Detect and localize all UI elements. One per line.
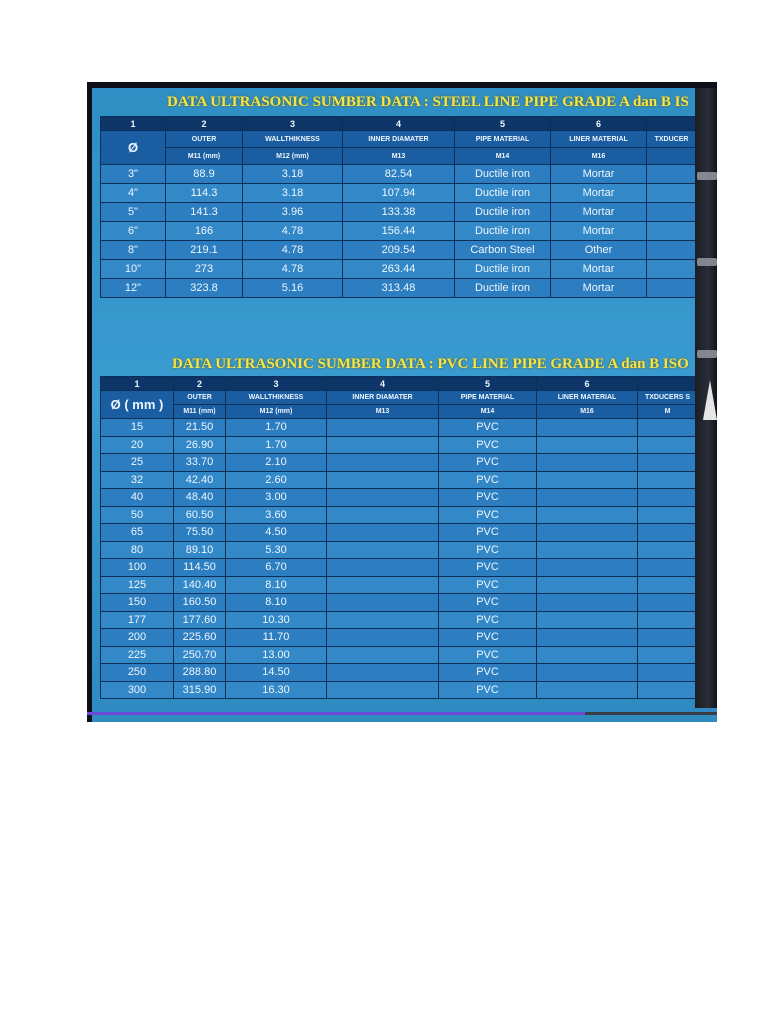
table-cell: 209.54 (343, 241, 455, 260)
table-cell: 75.50 (174, 524, 226, 542)
table-cell: PVC (439, 471, 537, 489)
table-row (101, 419, 698, 437)
table-cell: 16.30 (226, 681, 327, 699)
table-cell: PVC (439, 681, 537, 699)
table-cell (537, 681, 638, 699)
table-cell: 125 (101, 576, 174, 594)
table-cell (638, 436, 698, 454)
table-cell: PVC (439, 489, 537, 507)
table-cell (647, 165, 697, 184)
table-cell (537, 524, 638, 542)
table-row (101, 559, 698, 577)
table-cell: 166 (166, 222, 243, 241)
table-cell: PVC (439, 559, 537, 577)
column-header: TXDUCER (647, 131, 697, 148)
table-cell: 3.18 (243, 184, 343, 203)
table-cell (638, 594, 698, 612)
table-cell: PVC (439, 646, 537, 664)
table-cell (638, 646, 698, 664)
table-cell: Mortar (551, 203, 647, 222)
column-unit: M13 (343, 148, 455, 165)
table-cell: 80 (101, 541, 174, 559)
table-cell (327, 541, 439, 559)
table-cell: 4.78 (243, 222, 343, 241)
column-header: OUTER (174, 391, 226, 405)
table-cell: 114.3 (166, 184, 243, 203)
table-cell (327, 559, 439, 577)
table-cell: 250.70 (174, 646, 226, 664)
table-cell: 3" (101, 165, 166, 184)
table-cell (327, 471, 439, 489)
table-cell (537, 576, 638, 594)
table-cell (537, 471, 638, 489)
steel-table-title: DATA ULTRASONIC SUMBER DATA : STEEL LINE PIPE GRADE A dan B IS (167, 94, 689, 110)
column-number (647, 117, 697, 131)
pvc-table-title: DATA ULTRASONIC SUMBER DATA : PVC LINE PIPE GRADE A dan B ISO (172, 356, 689, 372)
table-cell (638, 454, 698, 472)
table-row (101, 489, 698, 507)
column-number: 5 (455, 117, 551, 131)
table-cell: 6" (101, 222, 166, 241)
table-cell (537, 646, 638, 664)
table-cell: 8.10 (226, 576, 327, 594)
table-cell: 315.90 (174, 681, 226, 699)
column-header: TXDUCERS S (638, 391, 698, 405)
column-header: WALLTHIKNESS (226, 391, 327, 405)
table-cell: Mortar (551, 260, 647, 279)
column-header: INNER DIAMATER (343, 131, 455, 148)
table-cell (327, 454, 439, 472)
table-cell: 33.70 (174, 454, 226, 472)
table-cell: 1.70 (226, 419, 327, 437)
table-cell: PVC (439, 436, 537, 454)
column-header: INNER DIAMATER (327, 391, 439, 405)
table-cell: 42.40 (174, 471, 226, 489)
column-unit: M14 (455, 148, 551, 165)
header-row (101, 131, 697, 148)
table-row (101, 541, 698, 559)
table-row (101, 646, 698, 664)
table-cell (537, 559, 638, 577)
table-cell: 133.38 (343, 203, 455, 222)
table-row (101, 576, 698, 594)
table-cell (638, 419, 698, 437)
table-cell (647, 222, 697, 241)
table-cell: PVC (439, 629, 537, 647)
table-cell: Ductile iron (455, 260, 551, 279)
table-cell: 3.96 (243, 203, 343, 222)
column-unit (647, 148, 697, 165)
table-cell (537, 454, 638, 472)
table-cell: 4.78 (243, 260, 343, 279)
table-cell: 3.18 (243, 165, 343, 184)
table-cell: 140.40 (174, 576, 226, 594)
table-cell (327, 419, 439, 437)
table-cell: 150 (101, 594, 174, 612)
table-cell (537, 664, 638, 682)
table-row (101, 611, 698, 629)
header-unit-row (101, 148, 697, 165)
table-cell: Ductile iron (455, 203, 551, 222)
table-cell: Carbon Steel (455, 241, 551, 260)
column-unit: M16 (537, 405, 638, 419)
table-cell (327, 681, 439, 699)
table-cell: 4.50 (226, 524, 327, 542)
column-number: 3 (226, 377, 327, 391)
table-cell: Ductile iron (455, 165, 551, 184)
table-cell: PVC (439, 541, 537, 559)
header-unit-row (101, 405, 698, 419)
table-cell (647, 279, 697, 298)
column-number: 5 (439, 377, 537, 391)
table-cell: 60.50 (174, 506, 226, 524)
table-row (101, 184, 697, 203)
column-number: 1 (101, 377, 174, 391)
column-header: Ø (101, 131, 166, 165)
table-cell (647, 241, 697, 260)
column-unit: M12 (mm) (243, 148, 343, 165)
table-cell (638, 471, 698, 489)
table-row (101, 260, 697, 279)
table-cell: 2.10 (226, 454, 327, 472)
steel-pipe-table (100, 116, 697, 298)
column-number: 6 (551, 117, 647, 131)
table-cell: 32 (101, 471, 174, 489)
video-progress-fill (87, 712, 585, 715)
column-number-row (101, 117, 697, 131)
column-number: 6 (537, 377, 638, 391)
table-cell: 5.30 (226, 541, 327, 559)
column-number: 3 (243, 117, 343, 131)
table-cell: 263.44 (343, 260, 455, 279)
column-number: 4 (327, 377, 439, 391)
table-cell: 50 (101, 506, 174, 524)
table-cell (537, 594, 638, 612)
table-cell: 4" (101, 184, 166, 203)
table-cell: 156.44 (343, 222, 455, 241)
table-cell: PVC (439, 454, 537, 472)
table-cell (327, 506, 439, 524)
column-unit: M11 (mm) (174, 405, 226, 419)
table-cell: 88.9 (166, 165, 243, 184)
table-row (101, 471, 698, 489)
pvc-pipe-table (100, 376, 698, 699)
table-cell: Ductile iron (455, 279, 551, 298)
table-cell: PVC (439, 419, 537, 437)
table-cell: 177.60 (174, 611, 226, 629)
table-cell: 288.80 (174, 664, 226, 682)
presentation-slide (92, 88, 717, 722)
table-cell: 5.16 (243, 279, 343, 298)
table-cell: Ductile iron (455, 184, 551, 203)
table-row (101, 279, 697, 298)
table-cell: PVC (439, 611, 537, 629)
column-number: 1 (101, 117, 166, 131)
table-cell (638, 524, 698, 542)
table-cell: 14.50 (226, 664, 327, 682)
table-cell: PVC (439, 524, 537, 542)
presenter-video-strip (695, 88, 717, 708)
table-cell: 2.60 (226, 471, 327, 489)
table-cell (327, 594, 439, 612)
table-cell (647, 184, 697, 203)
table-cell (537, 541, 638, 559)
table-cell (638, 611, 698, 629)
table-row (101, 524, 698, 542)
table-cell: 107.94 (343, 184, 455, 203)
column-number-row (101, 377, 698, 391)
table-cell: Mortar (551, 184, 647, 203)
table-cell: 225 (101, 646, 174, 664)
table-cell (327, 646, 439, 664)
table-cell (638, 664, 698, 682)
table-cell: 8" (101, 241, 166, 260)
table-cell (327, 576, 439, 594)
table-cell: 300 (101, 681, 174, 699)
table-cell (638, 506, 698, 524)
table-cell: 225.60 (174, 629, 226, 647)
table-row (101, 222, 697, 241)
table-cell: 13.00 (226, 646, 327, 664)
table-cell: PVC (439, 594, 537, 612)
column-unit: M (638, 405, 698, 419)
video-progress-bar[interactable] (87, 712, 717, 715)
column-header: OUTER (166, 131, 243, 148)
column-unit: M13 (327, 405, 439, 419)
table-cell: 4.78 (243, 241, 343, 260)
table-cell (537, 436, 638, 454)
table-cell: 141.3 (166, 203, 243, 222)
column-unit: M16 (551, 148, 647, 165)
table-row (101, 203, 697, 222)
table-cell (537, 419, 638, 437)
table-cell: 273 (166, 260, 243, 279)
table-cell (327, 436, 439, 454)
table-cell (537, 611, 638, 629)
column-number (638, 377, 698, 391)
table-cell (327, 664, 439, 682)
table-row (101, 681, 698, 699)
table-row (101, 629, 698, 647)
table-row (101, 664, 698, 682)
column-unit: M14 (439, 405, 537, 419)
table-row (101, 594, 698, 612)
table-cell (638, 681, 698, 699)
table-cell (327, 489, 439, 507)
table-cell: 5" (101, 203, 166, 222)
table-cell: 8.10 (226, 594, 327, 612)
table-cell: 15 (101, 419, 174, 437)
table-cell: PVC (439, 664, 537, 682)
table-row (101, 436, 698, 454)
table-cell (638, 576, 698, 594)
column-header: WALLTHIKNESS (243, 131, 343, 148)
column-number: 2 (174, 377, 226, 391)
table-cell: Mortar (551, 165, 647, 184)
table-cell: 1.70 (226, 436, 327, 454)
table-cell: 25 (101, 454, 174, 472)
table-row (101, 454, 698, 472)
table-cell: 82.54 (343, 165, 455, 184)
table-cell: Other (551, 241, 647, 260)
table-cell: 40 (101, 489, 174, 507)
table-cell (537, 629, 638, 647)
video-frame[interactable] (87, 82, 717, 722)
table-row (101, 165, 697, 184)
table-cell: 200 (101, 629, 174, 647)
table-cell (327, 611, 439, 629)
table-cell: Mortar (551, 222, 647, 241)
column-header: LINER MATERIAL (551, 131, 647, 148)
table-cell: Ductile iron (455, 222, 551, 241)
column-number: 4 (343, 117, 455, 131)
table-cell: 20 (101, 436, 174, 454)
table-row (101, 241, 697, 260)
table-cell (647, 260, 697, 279)
table-cell (638, 489, 698, 507)
table-cell: 21.50 (174, 419, 226, 437)
table-cell (327, 629, 439, 647)
table-cell: 3.00 (226, 489, 327, 507)
table-cell: 100 (101, 559, 174, 577)
table-cell (647, 203, 697, 222)
column-number: 2 (166, 117, 243, 131)
table-cell: 12" (101, 279, 166, 298)
table-cell: PVC (439, 506, 537, 524)
header-row (101, 391, 698, 405)
table-cell: 89.10 (174, 541, 226, 559)
table-cell: 177 (101, 611, 174, 629)
table-cell (327, 524, 439, 542)
table-cell: 323.8 (166, 279, 243, 298)
column-unit: M11 (mm) (166, 148, 243, 165)
column-header: Ø ( mm ) (101, 391, 174, 419)
table-cell: 6.70 (226, 559, 327, 577)
table-cell: Mortar (551, 279, 647, 298)
column-header: LINER MATERIAL (537, 391, 638, 405)
table-cell (638, 559, 698, 577)
column-header: PIPE MATERIAL (455, 131, 551, 148)
table-cell: PVC (439, 576, 537, 594)
table-cell: 313.48 (343, 279, 455, 298)
table-cell: 114.50 (174, 559, 226, 577)
table-cell (638, 541, 698, 559)
table-cell: 65 (101, 524, 174, 542)
table-cell: 10.30 (226, 611, 327, 629)
column-header: PIPE MATERIAL (439, 391, 537, 405)
table-cell: 11.70 (226, 629, 327, 647)
table-cell: 160.50 (174, 594, 226, 612)
table-cell: 26.90 (174, 436, 226, 454)
table-cell (537, 506, 638, 524)
table-cell (638, 629, 698, 647)
table-cell: 219.1 (166, 241, 243, 260)
column-unit: M12 (mm) (226, 405, 327, 419)
table-cell: 48.40 (174, 489, 226, 507)
table-cell (537, 489, 638, 507)
table-cell: 250 (101, 664, 174, 682)
table-cell: 3.60 (226, 506, 327, 524)
table-cell: 10" (101, 260, 166, 279)
table-row (101, 506, 698, 524)
